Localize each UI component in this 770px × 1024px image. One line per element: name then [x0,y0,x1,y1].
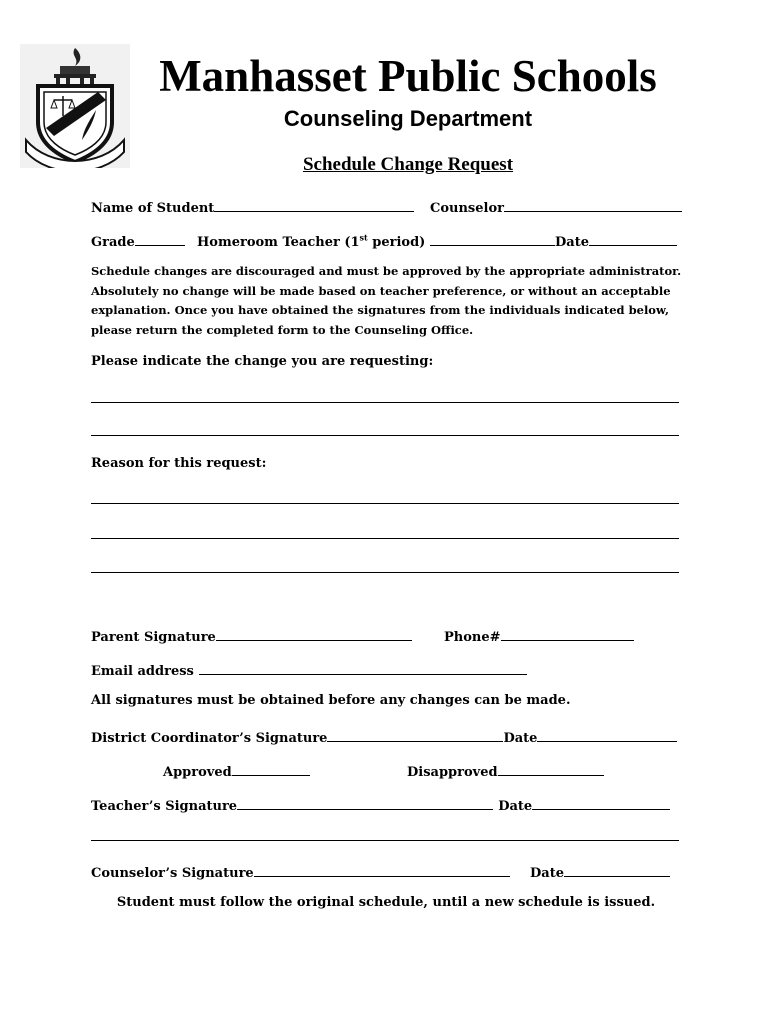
disapproved-line[interactable] [498,763,604,776]
district-date-line[interactable] [537,729,677,742]
change-line-2[interactable] [91,435,679,436]
email-field [91,660,527,679]
instructions-line: please return the completed form to the Counseling Office. [91,322,474,337]
counselor-label: Counselor [430,201,504,216]
school-seal-logo [20,44,130,168]
homeroom-label: Homeroom Teacher (1st period) [197,232,426,250]
teacher-date-label: Date [498,799,533,814]
approved-line[interactable] [232,763,310,776]
change-line-1[interactable] [91,402,679,403]
school-name-heading: Manhasset Public Schools [159,51,657,101]
date-field [555,231,677,250]
counselor-signature-label: Counselor’s Signature [91,866,254,881]
student-name-label: Name of Student [91,201,215,216]
teacher-signature-label: Teacher’s Signature [91,799,238,814]
teacher-signature-field [91,795,670,814]
grade-field [91,231,185,250]
teacher-date-line[interactable] [532,797,670,810]
phone-field [444,626,634,645]
phone-line[interactable] [501,628,634,641]
counselor-signature-field [91,862,670,881]
instructions-line: Schedule changes are discouraged and must be approved by the appropriate administrator. [91,264,682,278]
disapproved-label: Disapproved [407,765,498,780]
district-signature-label: District Coordinator’s Signature [91,731,328,746]
district-signature-line[interactable] [327,729,503,742]
reason-prompt: Reason for this request: [91,456,267,471]
grade-line[interactable] [135,233,185,246]
approved-label: Approved [163,765,232,780]
parent-signature-label: Parent Signature [91,630,216,645]
footer-note: Student must follow the original schedule, until a new schedule is issued. [116,895,656,910]
homeroom-field [197,231,555,250]
student-name-line[interactable] [214,199,414,212]
district-date-label: Date [503,731,538,746]
reason-line-1[interactable] [91,503,679,504]
disapproved-field [407,761,604,780]
counselor-field [430,197,682,216]
homeroom-line[interactable] [430,233,555,246]
instructions-line: Absolutely no change will be made based on teacher preference, or without an acceptable [91,283,671,298]
teacher-signature-line[interactable] [237,797,493,810]
reason-line-2[interactable] [91,538,679,539]
email-label: Email address [91,664,194,679]
approved-field [163,761,310,780]
reason-line-3[interactable] [91,572,679,573]
counselor-date-label: Date [530,866,565,881]
instructions-paragraph [91,262,691,340]
grade-label: Grade [91,235,135,250]
instructions-line: explanation. Once you have obtained the signatures from the individuals indicated below, [91,303,669,317]
district-signature-field [91,727,677,746]
phone-label: Phone# [444,630,501,645]
parent-signature-field [91,626,412,645]
extra-signature-line[interactable] [91,840,679,841]
student-name-field [91,197,414,216]
email-line[interactable] [199,662,527,675]
date-label: Date [555,235,589,250]
change-prompt: Please indicate the change you are requesting: [91,354,434,369]
signatures-notice: All signatures must be obtained before any changes can be made. [91,693,571,708]
date-line[interactable] [589,233,677,246]
counselor-line[interactable] [504,199,682,212]
parent-signature-line[interactable] [216,628,412,641]
form-title: Schedule Change Request [302,154,514,175]
department-heading: Counseling Department [283,106,533,131]
counselor-signature-line[interactable] [254,864,510,877]
counselor-date-line[interactable] [564,864,670,877]
